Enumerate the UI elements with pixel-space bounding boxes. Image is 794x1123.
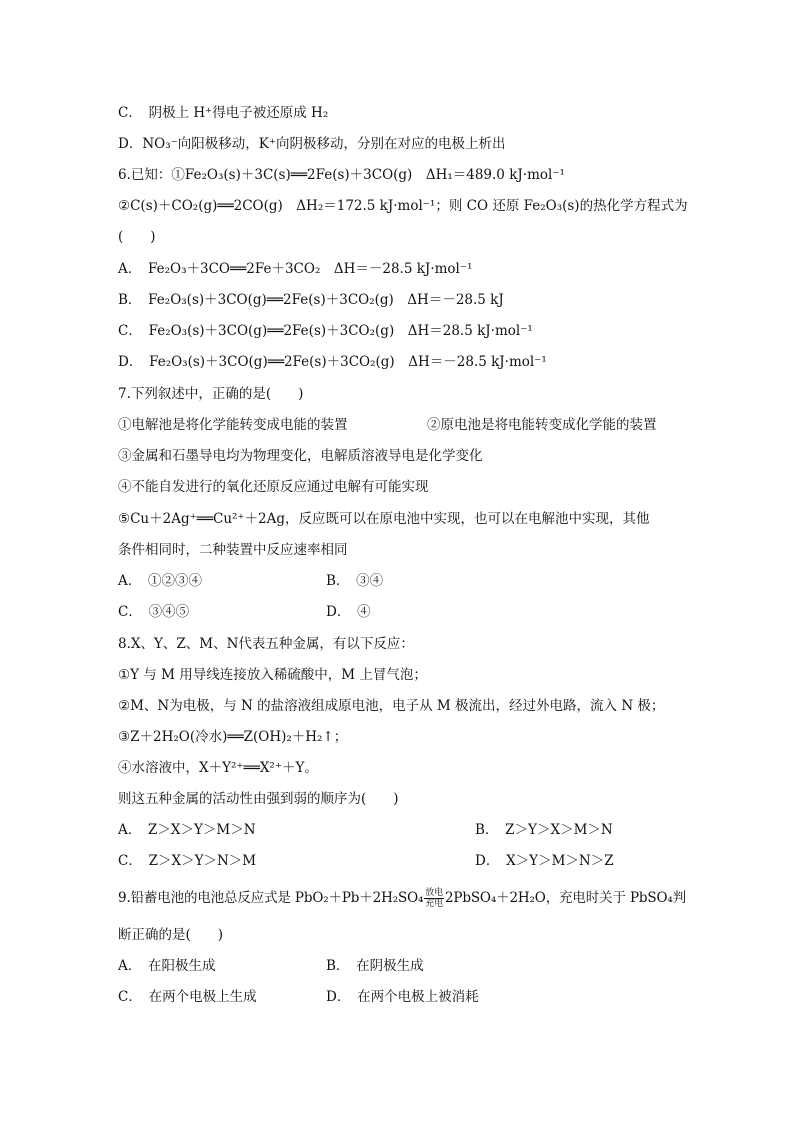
q7-statement-5-line2: 条件相同时，二种装置中反应速率相同 [118, 542, 348, 558]
q9-option-d: D． 在两个电极上被消耗 [326, 989, 479, 1005]
q9-option-a: A． 在阳极生成 [118, 958, 216, 974]
discharge-label: 放电 [425, 888, 443, 898]
q9-stem-before: 9.铅蓄电池的电池总反应式是 PbO₂＋Pb＋2H₂SO₄ [118, 890, 424, 906]
q8-reaction-1: ①Y 与 M 用导线连接放入稀硫酸中，M 上冒气泡； [118, 667, 427, 683]
q8-option-a: A． Z＞X＞Y＞M＞N [118, 822, 256, 838]
q6-option-b: B． Fe₂O₃(s)＋3CO(g)══2Fe(s)＋3CO₂(g) ΔH＝－28.5 kJ [118, 292, 504, 308]
q8-option-d: D． X＞Y＞M＞N＞Z [475, 853, 614, 869]
q9-stem-after: 2PbSO₄＋2H₂O，充电时关于 PbSO₄判 [444, 890, 686, 906]
q8-option-b: B． Z＞Y＞X＞M＞N [475, 822, 613, 838]
q8-question: 则这五种金属的活动性由强到弱的顺序为( ) [118, 791, 399, 807]
q6-stem-line1: 6.已知：①Fe₂O₃(s)＋3C(s)══2Fe(s)＋3CO(g) ΔH₁＝489.0 kJ·mol⁻¹ [118, 167, 565, 183]
q7-statement-2: ②原电池是将电能转变成化学能的装置 [427, 417, 657, 433]
q6-stem-line2: ②C(s)＋CO₂(g)══2CO(g) ΔH₂＝172.5 kJ·mol⁻¹；则 CO 还原 Fe₂O₃(s)的热化学方程式为 [118, 198, 688, 214]
q6-option-d: D． Fe₂O₃(s)＋3CO(g)══2Fe(s)＋3CO₂(g) ΔH＝－28.5 kJ·mol⁻¹ [118, 354, 547, 370]
q8-option-c: C． Z＞X＞Y＞N＞M [118, 853, 257, 869]
q7-option-b: B． ③④ [326, 573, 384, 589]
q7-statement-4: ④不能自发进行的氧化还原反应通过电解有可能实现 [118, 479, 429, 495]
q5-option-d: D．NO₃⁻向阳极移动，K⁺向阴极移动，分别在对应的电极上析出 [118, 136, 506, 152]
q9-stem-line1 [118, 888, 686, 909]
q9-option-b: B． 在阴极生成 [326, 958, 424, 974]
q8-reaction-2: ②M、N为电极，与 N 的盐溶液组成原电池，电子从 M 极流出，经过外电路，流入 N 极； [118, 698, 665, 714]
q5-option-c: C． 阴极上 H⁺得电子被还原成 H₂ [118, 105, 329, 121]
q7-statement-1: ①电解池是将化学能转变成电能的装置 [118, 417, 348, 433]
q6-answer-paren: ( ) [118, 229, 156, 245]
charge-label: 充电 [425, 899, 443, 909]
q9-stem-line2: 断正确的是( ) [118, 927, 224, 943]
q7-option-d: D． ④ [326, 604, 371, 620]
q7-option-c: C． ③④⑤ [118, 604, 190, 620]
q7-statement-5-line1: ⑤Cu＋2Ag⁺══Cu²⁺＋2Ag，反应既可以在原电池中实现，也可以在电解池中实现，其他 [118, 511, 650, 527]
q6-option-a: A． Fe₂O₃＋3CO══2Fe＋3CO₂ ΔH＝－28.5 kJ·mol⁻¹ [118, 261, 473, 277]
reaction-arrow-label [424, 888, 444, 909]
q7-stem: 7.下列叙述中，正确的是( ) [118, 386, 304, 402]
q8-stem: 8.X、Y、Z、M、N代表五种金属，有以下反应： [118, 636, 414, 652]
q8-reaction-4: ④水溶液中，X＋Y²⁺══X²⁺＋Y。 [118, 760, 318, 776]
q7-statement-3: ③金属和石墨导电均为物理变化，电解质溶液导电是化学变化 [118, 448, 483, 464]
q8-reaction-3: ③Z＋2H₂O(冷水)══Z(OH)₂＋H₂↑； [118, 729, 348, 745]
q7-option-a: A． ①②③④ [118, 573, 202, 589]
q9-option-c: C． 在两个电极上生成 [118, 989, 257, 1005]
q6-option-c: C． Fe₂O₃(s)＋3CO(g)══2Fe(s)＋3CO₂(g) ΔH＝28.5 kJ·mol⁻¹ [118, 323, 533, 339]
